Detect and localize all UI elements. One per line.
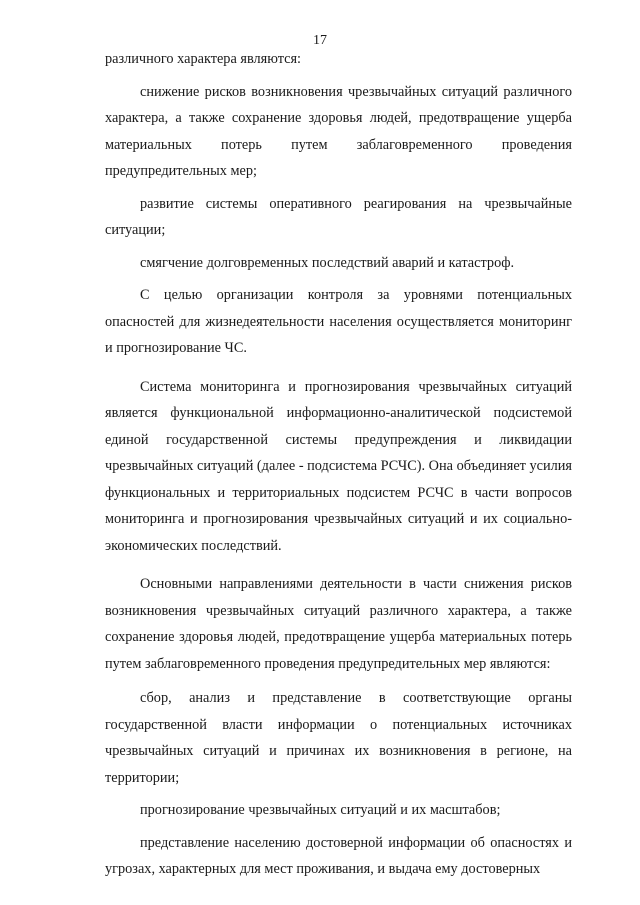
document-body [105,46,572,883]
paragraph-monitoring-purpose: С целью организации контроля за уровнями потенциальных опасностей для жизнедеятельности населения осуществляется мониторинг и прогнозирование ЧС. [105,287,572,356]
list-item-public-information: представление населению достоверной информации об опасностях и угрозах, характерных для мест проживания, и выдача ему достоверных [105,834,572,877]
list-item-response-system: развитие системы оперативного реагирования на чрезвычайные ситуации; [105,195,572,238]
paragraph-monitoring-system: Система мониторинга и прогнозирования чрезвычайных ситуаций является функциональной информационно-аналитической подсистемой единой государственной системы предупреждения и ликвидации чрезвычайных ситуаций (далее - подсистема РСЧС). Она объединяет усилия функциональных и территориальных подсистем РСЧС в части вопросов мониторинга и прогнозирования чрезвычайных ситуаций и их социально-экономических последствий. [105,378,573,554]
list-item-forecasting: прогнозирование чрезвычайных ситуаций и их масштабов; [140,802,501,818]
list-item-risk-reduction: снижение рисков возникновения чрезвычайных ситуаций различного характера, а также сохранение здоровья людей, предотвращение ущерба материальных потерь путем заблаговременного проведения предупредительных мер; [105,83,572,179]
list-item-data-collection: сбор, анализ и представление в соответствующие органы государственной власти информации о потенциальных источниках чрезвычайных ситуаций и причинах их возникновения в регионе, на территории; [105,690,572,786]
page-number: 17 [313,33,327,48]
paragraph-main-directions: Основными направлениями деятельности в части снижения рисков возникновения чрезвычайных ситуаций различного характера, а также сохранение здоровья людей, предотвращение ущерба материальных потерь путем заблаговременного проведения предупредительных мер являются: [105,576,572,672]
list-item-consequences: смягчение долговременных последствий аварий и катастроф. [140,254,515,271]
paragraph-intro-continuation: различного характера являются: [105,51,302,67]
